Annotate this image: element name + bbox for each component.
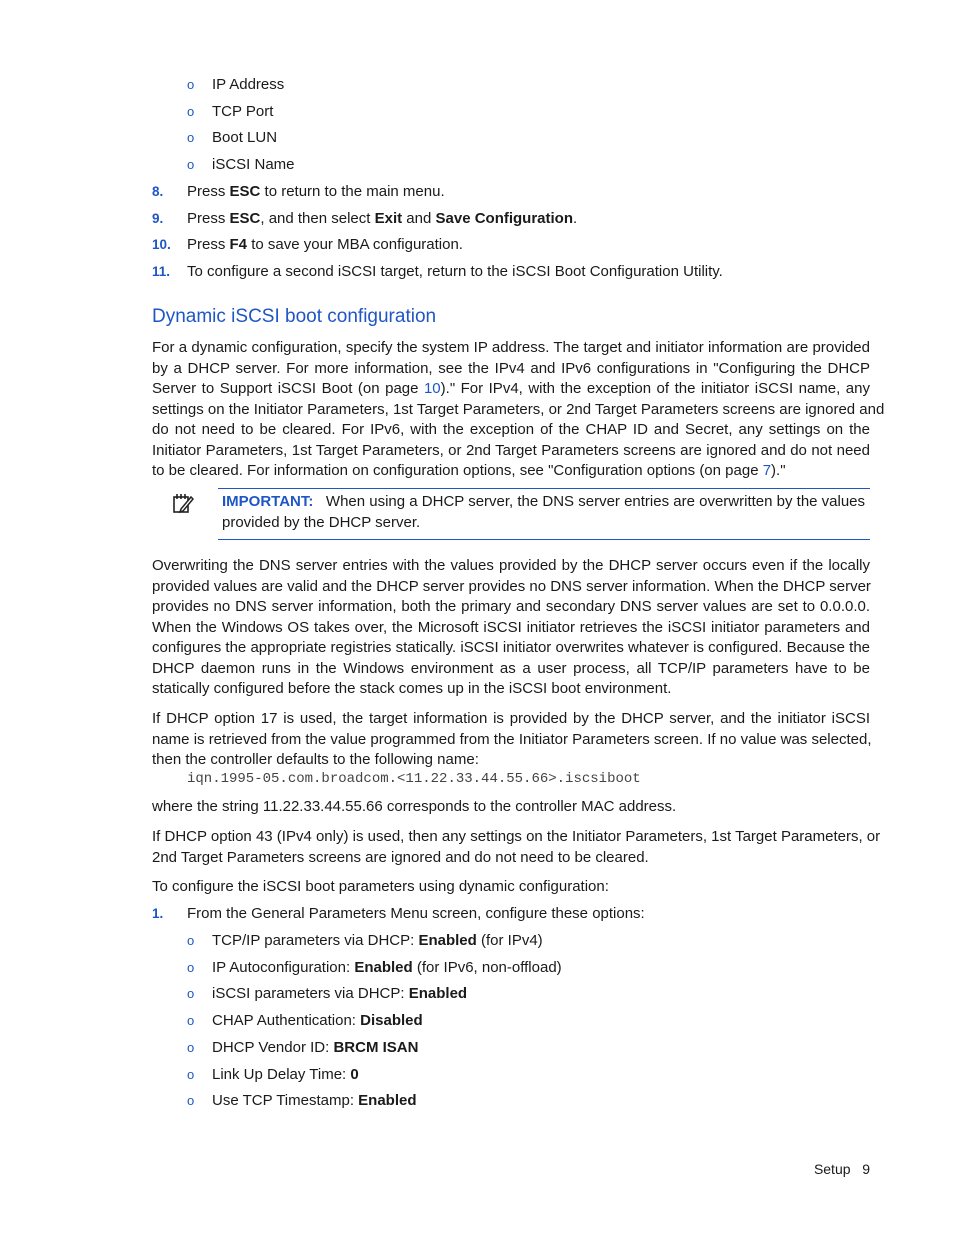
important-label: IMPORTANT:: [222, 493, 314, 510]
important-note-line-2: provided by the DHCP server.: [222, 514, 421, 531]
bullet-icon: o: [187, 130, 195, 145]
paragraph-configure-intro: To configure the iSCSI boot parameters using dynamic configuration:: [152, 878, 609, 895]
paragraph-option-17: If DHCP option 17 is used, the target information is provided by the DHCP server, and the initiator iSCSI name is retrieved from the value programmed from the Initiator Parameters screen. If no value was selected, then the controller defaults to the following name:: [152, 710, 872, 768]
bullet-icon: o: [187, 933, 195, 948]
step-text: Press ESC to return to the main menu.: [187, 183, 445, 200]
step-number: 9.: [152, 211, 164, 226]
step-number: 11.: [152, 264, 171, 279]
paragraph-dns-overwrite: Overwriting the DNS server entries with the values provided by the DHCP server occurs even if the locally provided values are valid and the DHCP server provides no DNS server information. When the DHCP server provides no DNS server information, both the primary and secondary DNS server values are set to 0.0.0.0. When the Windows OS takes over, the Microsoft iSCSI initiator retrieves the iSCSI initiator parameters and configures the appropriate registries statically. iSCSI initiator overwrites whatever is configured. Because the DHCP daemon runs in the Windows environment as a user process, all TCP/IP parameters have to be statically configured before the stack comes up in the iSCSI boot environment.: [152, 557, 871, 697]
step-number: 1.: [152, 906, 164, 921]
bullet-icon: o: [187, 960, 195, 975]
paragraph-dynamic-intro: For a dynamic configuration, specify the system IP address. The target and initiator information are provided by a DHCP server. For more information, see the IPv4 and IPv6 configurations in "Configuring the DHCP Server to Support iSCSI Boot (on page 10)." For IPv4, with the exception of the initiator iSCSI name, any settings on the Initiator Parameters, 1st Target Parameters, or 2nd Target Parameters screens are ignored and do not need to be cleared. For IPv6, with the exception of the CHAP ID and Secret, any settings on the Initiator Parameters, 1st Target Parameters, or 2nd Target Parameters screens are ignored and do not need to be cleared. For information on configuration options, see "Configuration options (on page 7).": [152, 339, 885, 479]
list-item-text: IP Address: [212, 76, 285, 93]
page-footer: [814, 1159, 870, 1180]
list-item-text: Boot LUN: [212, 129, 278, 146]
step-number: 10.: [152, 237, 171, 252]
list-item-text: iSCSI Name: [212, 156, 295, 173]
paragraph-option-43: If DHCP option 43 (IPv4 only) is used, then any settings on the Initiator Parameters, 1st Target Parameters, or 2nd Target Parameters screens are ignored and do not need to be cleared.: [152, 828, 881, 866]
bullet-icon: o: [187, 1013, 195, 1028]
bullet-icon: o: [187, 157, 195, 172]
bullet-icon: o: [187, 104, 195, 119]
page-number: 9: [862, 1161, 870, 1177]
important-note-line-1: IMPORTANT: When using a DHCP server, the DNS server entries are overwritten by the values: [222, 493, 866, 510]
bullet-icon: o: [187, 1067, 195, 1082]
paragraph-mac-address: where the string 11.22.33.44.55.66 corresponds to the controller MAC address.: [152, 798, 677, 815]
page-link[interactable]: 10: [423, 380, 441, 397]
step-text: Press ESC, and then select Exit and Save Configuration.: [187, 210, 578, 227]
bullet-icon: o: [187, 986, 195, 1001]
bullet-icon: o: [187, 77, 195, 92]
step-text: To configure a second iSCSI target, return to the iSCSI Boot Configuration Utility.: [187, 263, 723, 280]
page-link[interactable]: 7: [762, 462, 772, 479]
step-number: 8.: [152, 184, 164, 199]
step-text: Press F4 to save your MBA configuration.: [187, 236, 463, 253]
section-heading: Dynamic iSCSI boot configuration: [152, 306, 437, 327]
bullet-icon: o: [187, 1040, 195, 1055]
footer-section: Setup: [813, 1161, 851, 1177]
code-default-name: iqn.1995-05.com.broadcom.<11.22.33.44.55.66>.iscsiboot: [187, 771, 641, 787]
important-note-icon: [172, 492, 194, 514]
step-text: From the General Parameters Menu screen, configure these options:: [187, 905, 645, 922]
list-item-text: TCP Port: [212, 103, 274, 120]
bullet-icon: o: [187, 1093, 195, 1108]
